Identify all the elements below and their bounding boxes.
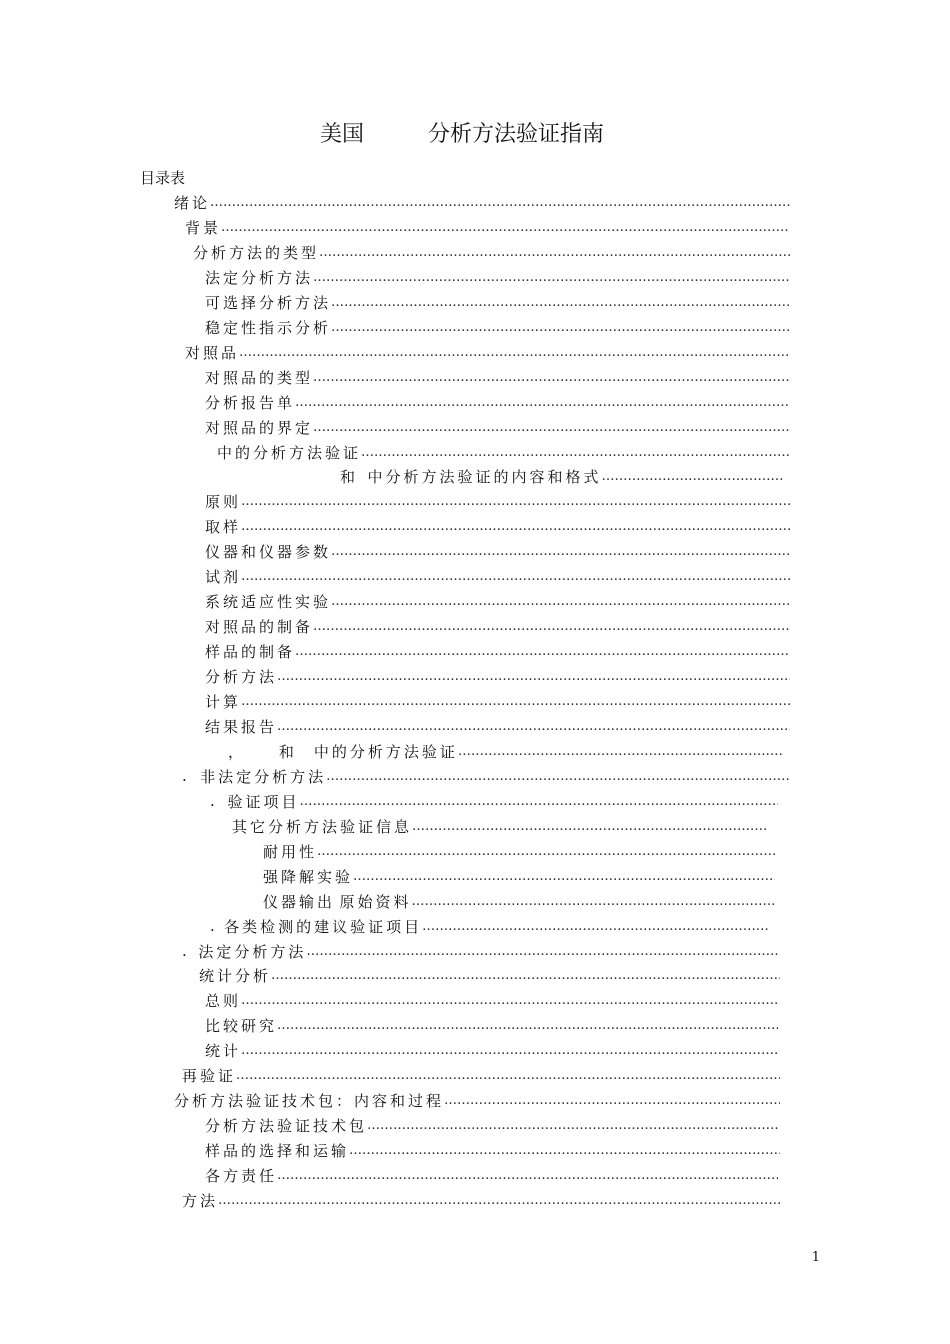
toc-leader-dots [277,1168,778,1183]
toc-entry-label: 非法定分析方法 [200,767,327,786]
toc-entry[interactable] [205,589,790,614]
page-number: 1 [811,1250,820,1265]
toc-entry-label: 中分析方法验证的内容和格式 [367,468,602,487]
toc-entry[interactable] [263,864,775,889]
toc-entry[interactable] [205,415,790,440]
toc-leader-dots [331,544,790,559]
toc-entry[interactable] [185,215,790,240]
toc-leader-dots [331,594,790,609]
toc-leader-dots [299,794,778,809]
toc-entry-marker: ， [228,742,247,761]
toc-leader-dots [367,1118,780,1133]
toc-leader-dots [241,1043,778,1058]
toc-leader-dots [218,1193,780,1208]
toc-entry[interactable] [185,340,790,365]
toc-leader-dots [241,569,790,584]
toc-leader-dots [602,469,782,484]
toc-entry-label: 中的分析方法验证 [217,443,362,462]
toc-leader-dots [313,370,790,385]
toc-leader-dots [241,694,790,709]
toc-entry[interactable] [205,988,778,1013]
toc-entry-label: 仪器输出 [263,892,336,911]
toc-entry-label: 原则 [205,493,242,512]
toc-entry[interactable] [263,839,775,864]
toc-entry-label: 试剂 [205,568,242,587]
toc-leader-dots [444,1093,780,1108]
toc-leader-dots [319,245,790,260]
toc-entry[interactable] [205,1138,780,1163]
toc-leader-dots [317,844,775,859]
toc-entry-label: 统计分析 [199,967,272,986]
toc-entry-label: 绪论 [174,194,211,212]
toc-entry-label: 耐用性 [263,842,318,861]
toc-entry-label: 方法 [182,1192,219,1210]
toc-entry[interactable] [205,1113,780,1138]
toc-entry-label: 对照品的制备 [205,618,314,637]
document-title [0,118,950,152]
toc-entry[interactable] [205,315,790,340]
toc-entry[interactable] [205,614,790,639]
toc-entry-label: 各方责任 [205,1167,278,1186]
toc-entry-label: 样品的选择和运输 [205,1142,350,1161]
toc-entry-suffix: 原始资料 [339,892,412,911]
toc-leader-dots [210,195,790,210]
toc-leader-dots [458,744,782,759]
toc-entry[interactable] [182,1063,780,1088]
toc-entry-label: 分析方法的类型 [193,243,320,262]
toc-entry-label: 再验证 [182,1067,237,1086]
toc-entry[interactable] [205,1013,778,1038]
toc-leader-dots [236,1068,780,1083]
toc-entry[interactable] [205,1038,778,1063]
toc-entry-label: 统计 [205,1042,242,1061]
toc-entry[interactable] [205,365,790,390]
toc-entry-label: 分析方法验证技术包：内容和过程 [174,1092,445,1111]
toc-entry[interactable] [182,1188,780,1213]
toc-entry-marker: . [210,792,218,811]
toc-entry[interactable] [174,1088,780,1113]
toc-leader-dots [295,395,790,410]
toc-entry[interactable] [205,1163,778,1188]
toc-leader-dots [313,420,790,435]
toc-entry-label: 各类检测的建议验证项目 [224,917,423,936]
toc-entry[interactable] [205,265,790,290]
title-right: 分析方法验证指南 [428,122,605,147]
toc-entry[interactable] [263,889,775,914]
toc-entry-label: 其它分析方法验证信息 [232,817,413,836]
toc-leader-dots [331,295,790,310]
toc-entry[interactable] [174,190,790,215]
toc-entry-label: 比较研究 [205,1017,278,1036]
toc-leader-dots [422,919,768,934]
toc-leader-dots [277,719,790,734]
toc-entry[interactable] [193,240,790,265]
toc-entry-prefix: 和 [278,742,297,761]
toc-leader-dots [412,819,768,834]
toc-entry-label: 法定分析方法 [205,268,314,287]
toc-entry[interactable] [205,390,790,415]
toc-leader-dots [239,345,790,360]
toc-entry-label: 总则 [205,992,242,1011]
toc-leader-dots [361,445,790,460]
toc-leader-dots [277,669,790,684]
toc-leader-dots [241,993,778,1008]
toc-entry-label: 对照品的界定 [205,418,314,437]
toc-entry-label: 计算 [205,693,242,711]
toc-entry-label: 分析方法验证技术包 [205,1117,368,1136]
toc-entry[interactable] [205,564,790,589]
toc-entry[interactable] [182,764,790,789]
toc-leader-dots [313,619,790,634]
toc-entry[interactable] [205,514,790,539]
toc-entry-label: 分析方法 [205,668,278,687]
toc-entry-label: 对照品 [185,343,240,362]
toc-entry-label: 对照品的类型 [205,368,314,387]
toc-leader-dots [277,1018,778,1033]
toc-leader-dots [295,644,790,659]
toc-entry-marker: . [182,942,190,960]
toc-heading: 目录表 [140,169,186,187]
toc-entry[interactable] [205,639,790,664]
toc-entry-label: 结果报告 [205,717,278,736]
toc-entry[interactable] [182,939,778,964]
toc-leader-dots [326,769,790,784]
toc-entry[interactable] [205,689,790,714]
toc-entry[interactable] [205,664,790,689]
toc-entry-marker: . [210,917,218,936]
toc-entry[interactable] [205,714,790,739]
toc-entry-label: 稳定性指示分析 [205,318,332,337]
toc-entry[interactable] [199,963,780,988]
toc-entry-label: 系统适应性实验 [205,593,332,612]
toc-leader-dots [241,519,790,534]
toc-entry-prefix: 和 [340,468,359,487]
toc-leader-dots [306,944,778,959]
toc-leader-dots [313,270,790,285]
toc-entry[interactable] [340,464,782,489]
toc-entry[interactable] [205,489,790,514]
toc-entry[interactable] [205,539,790,564]
toc-leader-dots [349,1143,780,1158]
toc-entry-label: 仪器和仪器参数 [205,543,332,562]
toc-leader-dots [411,894,775,909]
toc-entry[interactable] [217,440,790,465]
toc-entry[interactable] [210,789,778,814]
toc-leader-dots [353,869,775,884]
toc-entry[interactable] [228,739,782,764]
toc-entry-label: 强降解实验 [263,867,354,886]
title-left: 美国 [320,122,365,147]
toc-leader-dots [331,320,790,335]
toc-entry[interactable] [210,914,768,939]
toc-leader-dots [271,968,780,983]
toc-entry-label: 取样 [205,518,242,537]
toc-entry-label: 背景 [185,218,222,237]
toc-entry[interactable] [205,290,790,315]
toc-entry-label: 样品的制备 [205,643,296,662]
toc-entry-label: 分析报告单 [205,393,296,412]
toc-leader-dots [241,494,790,509]
toc-entry-label: 可选择分析方法 [205,293,332,312]
toc-entry-label: 验证项目 [227,792,300,811]
toc-leader-dots [221,220,790,235]
toc-entry-marker: . [182,767,190,786]
toc-entry[interactable] [232,814,768,839]
toc-entry-label: 中的分析方法验证 [313,742,458,761]
toc-entry-label: 法定分析方法 [198,942,307,961]
